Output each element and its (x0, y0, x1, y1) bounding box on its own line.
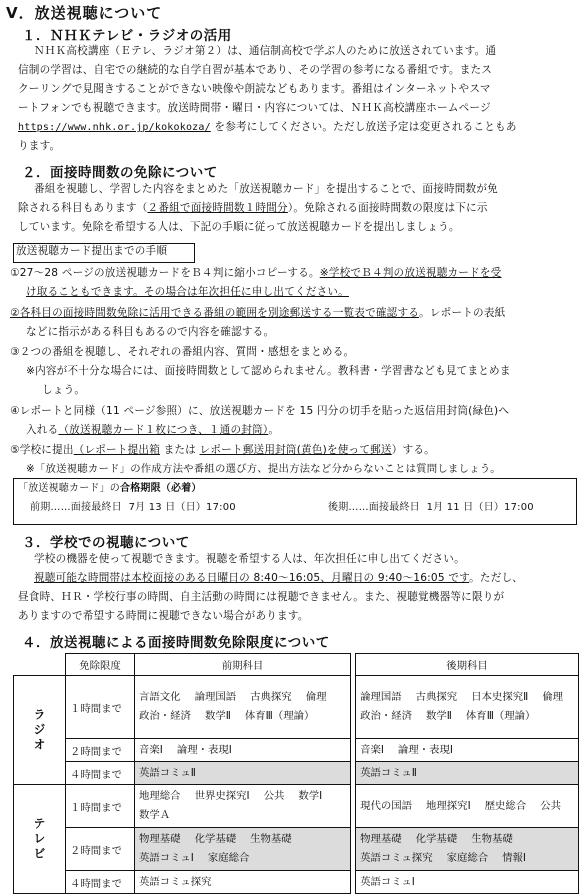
s2-line-3: しています。免除を希望する人は、下記の手順に従って放送視聴カードを提出しましょう。 (18, 221, 460, 233)
step-1-line-2 (26, 283, 349, 302)
front-subjects-cell (135, 828, 351, 871)
subject-list (139, 787, 346, 825)
s2-line-2-underlined: ２番組で面接時間数１時間分 (147, 202, 288, 214)
front-subjects-cell (135, 871, 351, 894)
limit-cell: ４時間まで (66, 762, 135, 785)
subject-item: 公共 (540, 799, 561, 812)
header-front: 前期科目 (135, 654, 351, 676)
subject-item: 政治・経済 (360, 710, 413, 722)
deadline-title-a: 「放送視聴カード」の (18, 483, 120, 494)
section-3-heading: ３．学校での視聴について (22, 535, 190, 551)
s1-line-4: ートフォンでも視聴できます。放送時間帯・曜日・内容については、ＮＨＫ高校講座ホームページ (18, 102, 491, 114)
step-1-underlined: ※学校でＢ４判の放送視聴カードを受 (319, 267, 502, 279)
subject-list (360, 797, 574, 816)
deadline-front-label: 前期……面接最終日 (30, 502, 122, 513)
s1-line-5-text: を参考にしてください。ただし放送予定は変更されることもあ (214, 121, 517, 133)
s2-line-2a: 除される科目もあります（ (18, 202, 148, 214)
s2-line-2 (18, 199, 488, 218)
front-subjects-cell (135, 676, 351, 739)
step-4-line-1: ④レポートと同様（11 ページ参照）に、放送視聴カードを 15 円分の切手を貼った返信用封筒(緑色)へ (10, 405, 510, 417)
limit-cell: ２時間まで (66, 739, 135, 762)
subject-item: 物理基礎 (360, 833, 402, 845)
back-subjects-cell (356, 762, 579, 785)
subject-item: 古典探究 (415, 691, 458, 703)
step-3-note-1: ※内容が不十分な場合には、面接時間数として認められません。教科書・学習書なども見てまとめま (26, 365, 511, 377)
subject-list (360, 764, 574, 783)
back-subjects-cell (356, 676, 579, 739)
subject-list (139, 873, 346, 892)
subject-item: 論理・表現Ⅰ (397, 743, 453, 756)
step-2-underlined: ②各科目の面接時間数免除に活用できる番組の範囲を別途郵送する一覧表で確認する (10, 307, 420, 319)
step-5-underlined-2: レポート郵送用封筒(黄色)を使って郵送 (199, 444, 392, 456)
s1-line-3: クーリングで見聞きすることができない映像や朗読などもあります。番組はインターネットやスマ (18, 83, 491, 95)
subject-item: 地理探究Ⅰ (426, 799, 471, 812)
subject-item: 英語コミュⅠ (360, 875, 415, 888)
page-title: Ⅴ．放送視聴について (6, 4, 163, 22)
header-back: 後期科目 (356, 654, 579, 676)
step-5b: ）する。 (391, 444, 435, 456)
subject-item: 生物基礎 (250, 833, 292, 845)
steps-title: 放送視聴カード提出までの手順 (16, 245, 168, 257)
radio-group-label: ラジオ (14, 676, 66, 785)
subject-item: 音楽Ⅰ (360, 743, 384, 756)
deadline-title-b: 合格期限（必着） (120, 483, 202, 494)
limit-cell: １時間まで (66, 785, 135, 828)
subject-list (139, 688, 346, 726)
limit-cell: １時間まで (66, 676, 135, 739)
subject-item: 論理・表現Ⅰ (176, 743, 232, 756)
subject-list (139, 741, 346, 760)
subject-item: 数学Ａ (139, 809, 171, 821)
s3-line-1: 学校の機器を使って視聴できます。視聴を希望する人は、年次担任に申し出てください。 (34, 553, 465, 565)
table-corner (14, 654, 66, 676)
s1-line-1: ＮＨＫ高校講座（Ｅテレ、ラジオ第２）は、通信制高校で学ぶ人のために放送されています。通 (34, 45, 497, 57)
s3-line-2a: 。ただし、 (469, 572, 524, 584)
subject-item: 化学基礎 (415, 833, 458, 845)
s2-line-2b: ）。免除される面接時間数の限度は下に示 (287, 202, 488, 214)
subject-item: 古典探究 (250, 691, 292, 703)
subject-item: 政治・経済 (139, 710, 191, 722)
subject-item: 倫理 (542, 691, 564, 703)
step-2-line-2: などに指示がある科目もあるので内容を確認する。 (26, 326, 275, 338)
step-1-line-1 (10, 264, 501, 283)
deadline-front (30, 498, 236, 517)
deadline-title (18, 479, 202, 498)
subject-list (360, 688, 574, 726)
subject-item: 家庭総合 (207, 852, 250, 864)
table-row (14, 871, 579, 894)
s1-line-5 (18, 118, 517, 137)
subject-item: 英語コミュ探究 (360, 852, 433, 864)
step-4-underlined: （放送視聴カード１枚につき、１通の封筒） (58, 424, 269, 436)
step-5m: または (160, 444, 200, 456)
subject-item: 英語コミュ探究 (139, 875, 212, 888)
step-2a: 。レポートの表紙 (419, 307, 506, 319)
subject-item: 情報Ⅰ (502, 852, 527, 864)
s1-line-6: ります。 (18, 140, 61, 152)
subject-item: 世界史探究Ⅰ (194, 790, 250, 802)
s2-line-1: 番組を視聴し、学習した内容をまとめた「放送視聴カード」を提出することで、面接時間数が免 (34, 183, 498, 195)
back-subjects-cell (356, 828, 579, 871)
subject-item: 倫理 (305, 691, 327, 703)
subject-item: 体育Ⅲ（理論） (244, 710, 315, 722)
subject-item: 数学Ⅰ (298, 790, 323, 802)
deadline-back (328, 498, 534, 517)
subject-item: 英語コミュⅡ (139, 766, 196, 779)
subject-item: 数学Ⅱ (426, 710, 452, 722)
subject-item: 数学Ⅱ (204, 710, 231, 722)
table-row (14, 785, 579, 828)
subject-item: 家庭総合 (446, 852, 489, 864)
table-row (14, 828, 579, 871)
front-subjects-cell (135, 739, 351, 762)
exemption-table (13, 653, 579, 894)
subject-item: 論理国語 (194, 691, 237, 703)
subject-list (139, 764, 346, 783)
table-row (14, 676, 579, 739)
step-5 (10, 441, 435, 460)
step-5a: ⑤学校に提出 (10, 444, 74, 456)
back-subjects-cell (356, 785, 579, 828)
subject-item: 歴史総合 (484, 799, 527, 812)
subject-item: 物理基礎 (139, 833, 181, 845)
subject-item: 音楽Ⅰ (139, 743, 163, 756)
tv-group-label: テレビ (14, 785, 66, 894)
subject-item: 英語コミュⅠ (139, 852, 194, 864)
step-4c: 。 (268, 424, 280, 436)
front-subjects-cell (135, 762, 351, 785)
s3-line-4: ありますので希望する時間に視聴できない場合があります。 (18, 610, 309, 622)
subject-item: 言語文化 (139, 691, 181, 703)
table-header-row (14, 654, 579, 676)
subject-item: 日本史探究Ⅱ (471, 691, 529, 703)
section-4-heading: ４．放送視聴による面接時間数免除限度について (22, 635, 330, 651)
subject-item: 体育Ⅲ（理論） (465, 710, 536, 722)
subject-list (360, 741, 574, 760)
subject-item: 現代の国語 (360, 799, 413, 812)
s1-line-2: 信制の学習は、自宅での継続的な自学自習が基本であり、その学習の参考になる番組です。またス (18, 64, 493, 76)
step-3-note-2: しょう。 (42, 384, 86, 396)
section-2-heading: ２．面接時間数の免除について (22, 165, 218, 181)
subject-item: 公共 (263, 790, 285, 802)
s3-line-3: 昼食時、ＨＲ・学校行事の時間、自主活動の時間には視聴できません。また、視聴覚機器等に限りが (18, 591, 505, 603)
step-4-line-2 (26, 421, 279, 440)
section-1-heading: １．ＮＨＫテレビ・ラジオの活用 (22, 28, 232, 44)
subject-item: 生物基礎 (471, 833, 513, 845)
step-5-underlined-1: （レポート提出箱 (73, 444, 161, 456)
subject-item: 地理総合 (139, 790, 181, 802)
table-row (14, 762, 579, 785)
subject-item: 化学基礎 (194, 833, 237, 845)
step-1b: け取ることもできます。その場合は年次担任に申し出てください。 (26, 286, 349, 298)
back-subjects-cell (356, 739, 579, 762)
nhk-link[interactable]: https://www.nhk.or.jp/kokokoza/ (18, 122, 211, 133)
deadline-back-label: 後期……面接最終日 (328, 502, 420, 513)
subject-item: 論理国語 (360, 691, 402, 703)
limit-cell: ２時間まで (66, 828, 135, 871)
subject-list (139, 830, 346, 868)
front-subjects-cell (135, 785, 351, 828)
subject-item: 英語コミュⅡ (360, 766, 417, 779)
deadline-front-date: 7月 13 日（日）17:00 (128, 502, 236, 513)
step-2-line-1 (10, 304, 505, 323)
back-subjects-cell (356, 871, 579, 894)
s3-line-2 (34, 569, 523, 588)
step-1a: ①27～28 ページの放送視聴カードをＢ４判に縮小コピーする。 (10, 267, 320, 279)
step-5-note: ※「放送視聴カード」の作成方法や番組の選び方、提出方法など分からないことは質問しましょう。 (26, 463, 501, 475)
deadline-back-date: 1月 11 日（日）17:00 (426, 502, 534, 513)
step-3: ③２つの番組を視聴し、それぞれの番組内容、質問・感想をまとめる。 (10, 346, 355, 358)
limit-cell: ４時間まで (66, 871, 135, 894)
s3-line-2-underlined: 視聴可能な時間帯は本校面接のある日曜日の 8:40～16:05、月曜日の 9:40～16:05 です (34, 572, 470, 584)
header-limit: 免除限度 (66, 654, 135, 676)
subject-list (360, 830, 574, 868)
subject-list (360, 873, 574, 892)
step-4b: 入れる (26, 424, 59, 436)
table-row (14, 739, 579, 762)
